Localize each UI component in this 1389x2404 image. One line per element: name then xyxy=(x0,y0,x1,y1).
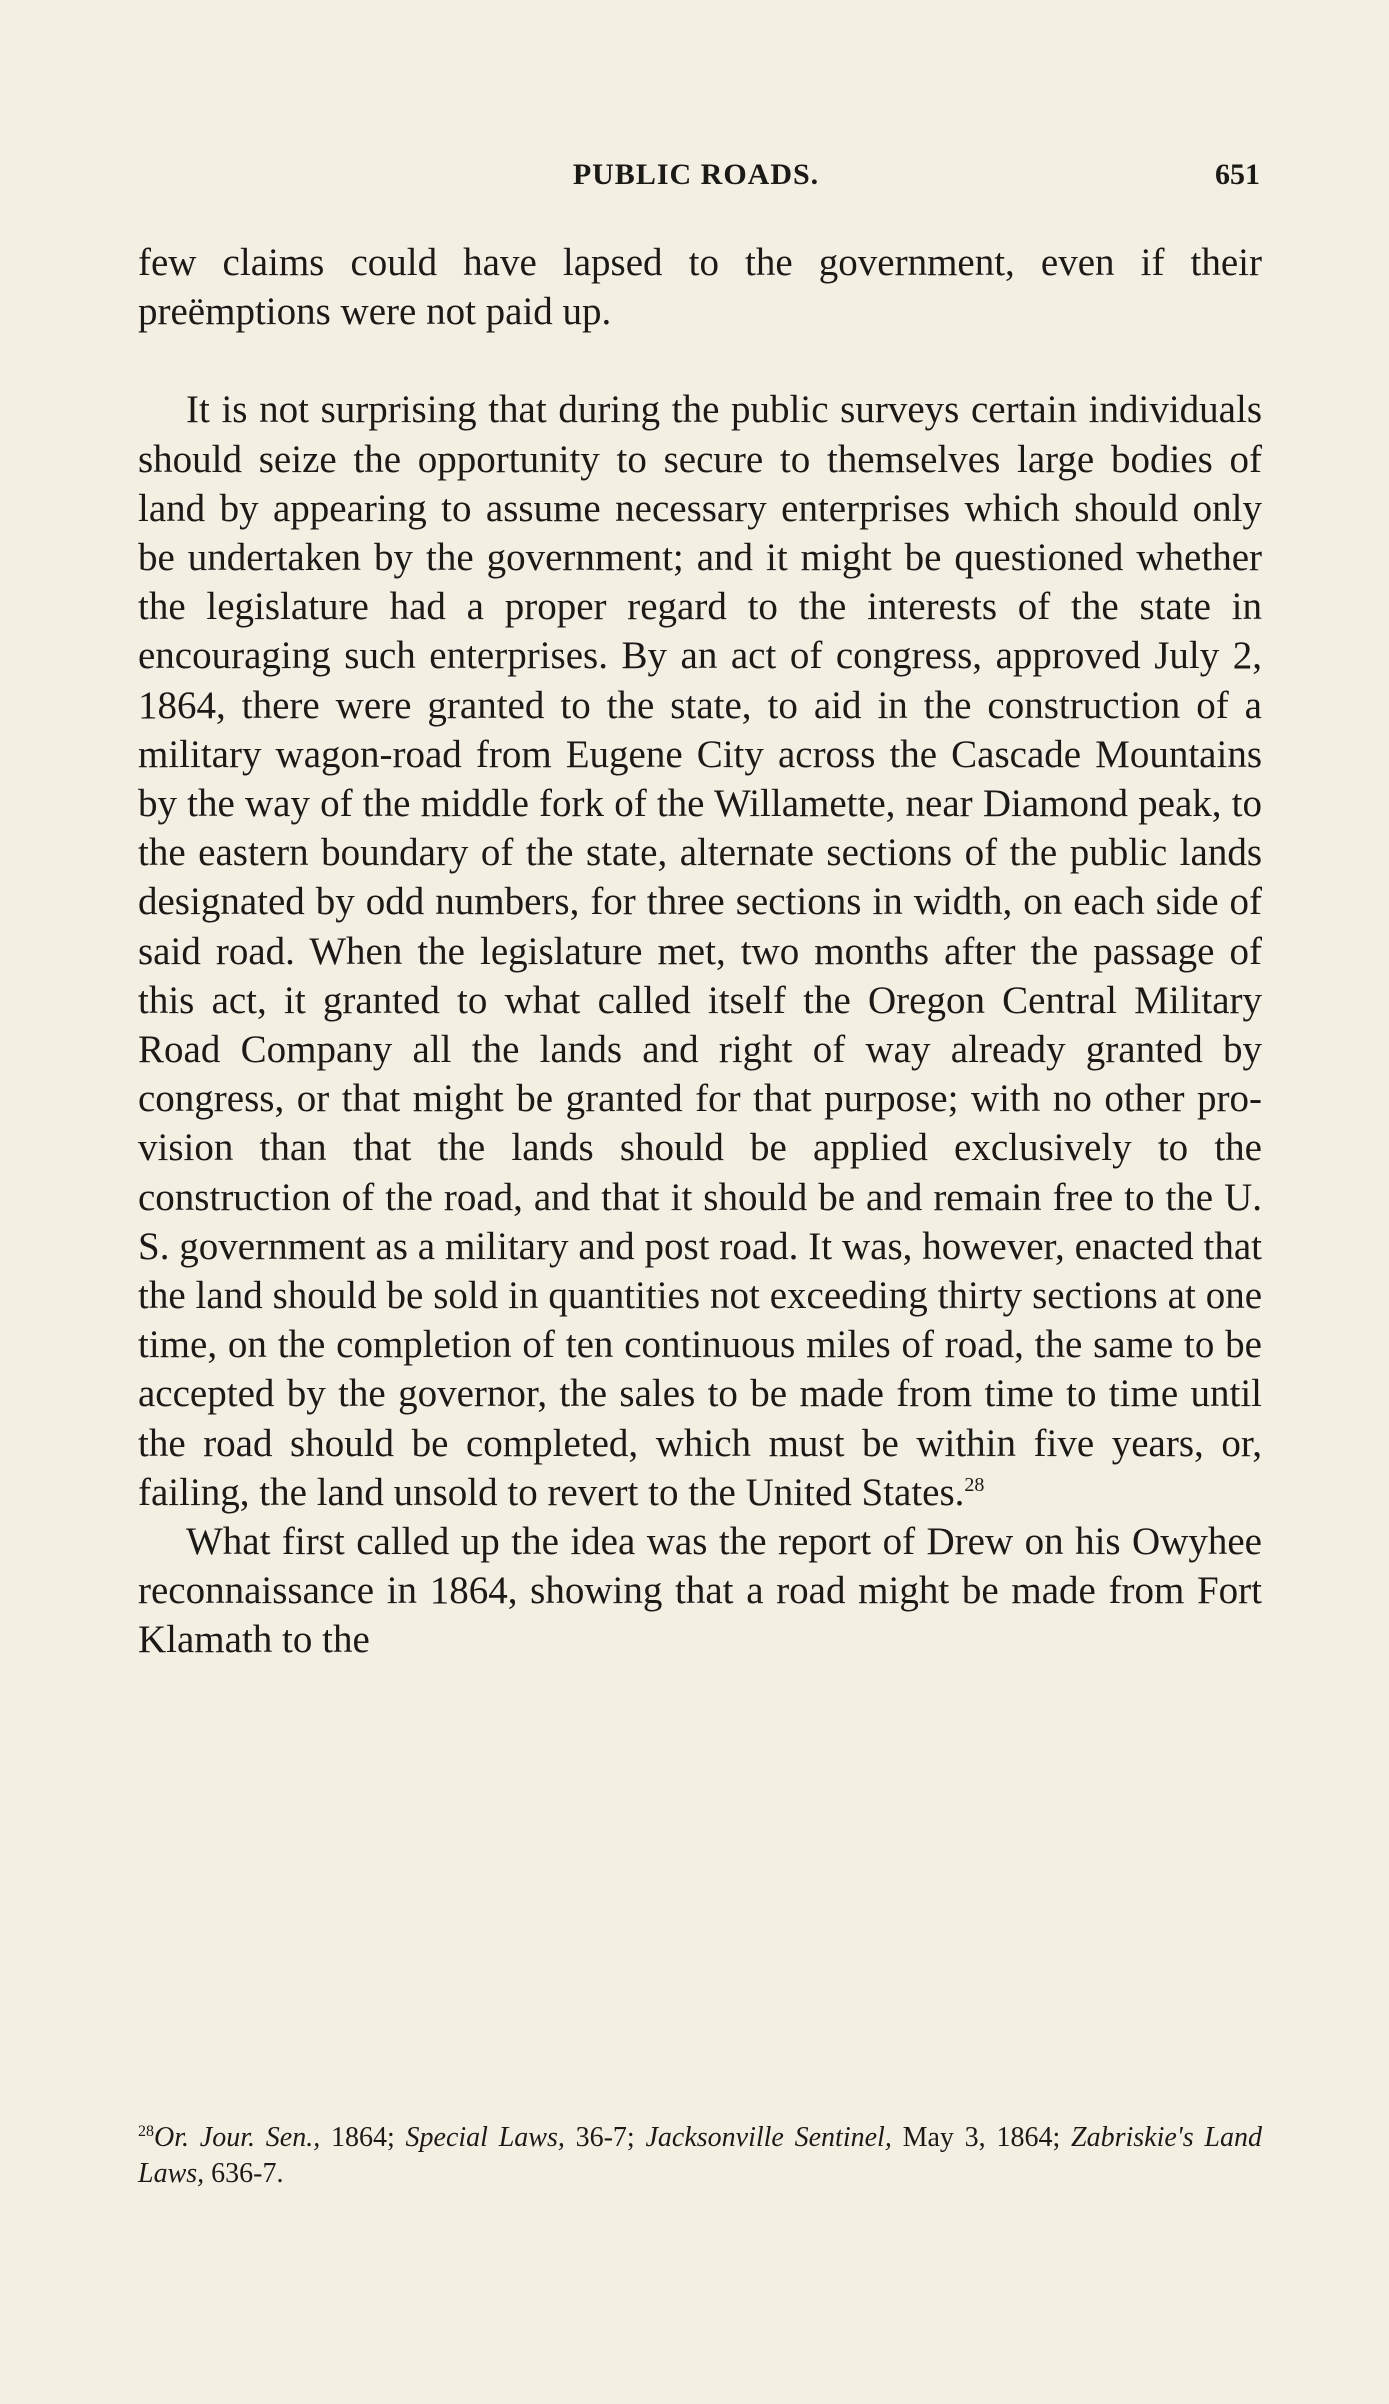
footnote-text-3: May 3, 1864; xyxy=(891,2122,1071,2153)
paragraph-3: What first called up the idea was the report of Drew on his Owyhee reconnaissance in 1864, showing that a road might be made from Fort Klamath to the xyxy=(138,1520,1262,1662)
body-text xyxy=(138,238,1262,1665)
footnote-source-2: Special Laws, xyxy=(405,2122,565,2153)
footnote-text-2: 36-7; xyxy=(564,2122,646,2153)
footnote-text-4: 636-7. xyxy=(204,2158,284,2189)
footnote-source-4: Zabriskie's Land Laws, xyxy=(138,2122,1263,2189)
footnote xyxy=(138,2120,1262,2192)
paragraph-1: few claims could have lapsed to the government, even if their preëmptions were not paid up. xyxy=(138,241,1262,334)
footnote-marker: 28 xyxy=(138,2123,154,2140)
running-head xyxy=(132,158,1260,198)
footnote-source-1: Or. Jour. Sen., xyxy=(154,2122,321,2153)
footnote-text-1: 1864; xyxy=(320,2122,406,2153)
paragraph-2 xyxy=(138,385,1262,1517)
page-number: 651 xyxy=(1215,158,1260,191)
running-title: PUBLIC ROADS. xyxy=(572,158,820,191)
footnote-reference: 28 xyxy=(964,1473,985,1496)
footnote-source-3: Jacksonville Sentinel, xyxy=(645,2122,892,2153)
paragraph-2-text: It is not surprising that during the public surveys certain individuals should seize the opportunity to secure to themselves large bodies of land by appearing to assume necessary enterprises which should only be undertaken by the government; and it might be questioned whether the legislature had a proper regard to the interests of the state in encouraging such enterprises. By an act of congress, approved July 2, 1864, there were granted to the state, to aid in the construction of a military wagon-road from Eugene City across the Cascade Mountains by the way of the middle fork of the Willamette, near Diamond peak, to the eastern boundary of the state, alternate sections of the public lands designated by odd numbers, for three sections in width, on each side of said road. When the legislature met, two months after the passage of this act, it granted to what called itself the Oregon Central Military Road Company all the lands and right of way already granted by congress, or that might be granted for that purpose; with no other provision than that the lands should be applied exclusively to the construction of the road, and that it should be and remain free to the U. S. government as a military and post road. It was, however, enacted that the land should be sold in quantities not exceeding thirty sections at one time, on the completion of ten continuous miles of road, the same to be accepted by the governor, the sales to be made from time to time until the road should be completed, which must be within five years, or, failing, the land unsold to revert to the United States. xyxy=(138,388,1262,1514)
